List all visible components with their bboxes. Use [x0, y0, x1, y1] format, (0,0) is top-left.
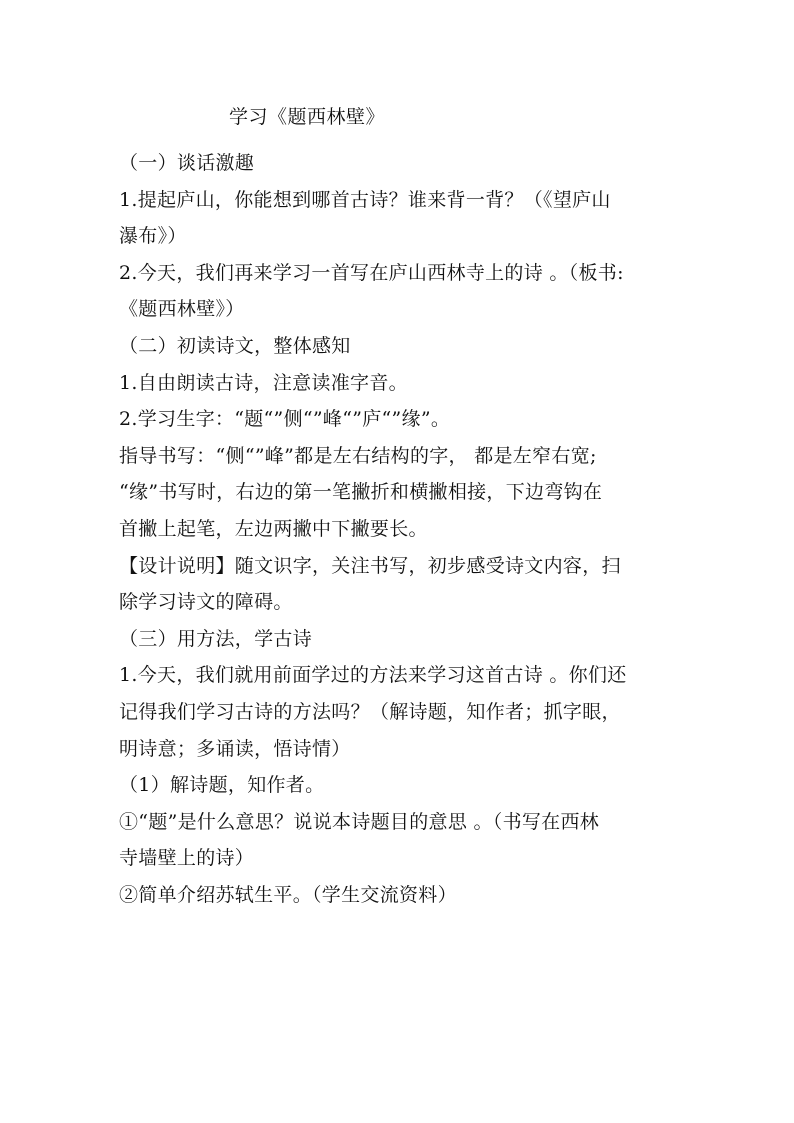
design-note-line: 【设计说明】随文识字，关注书写，初步感受诗文内容，扫	[119, 554, 621, 577]
paragraph-line: 《题西林壁》）	[119, 298, 245, 321]
paragraph-line: 1.今天，我们就用前面学过的方法来学习这首古诗 。你们还	[119, 664, 627, 687]
paragraph-line: “缘”书写时，右边的第一笔撇折和横撇相接，下边弯钩在	[119, 481, 603, 504]
paragraph-line: 2.今天，我们再来学习一首写在庐山西林寺上的诗 。（板书:	[119, 261, 624, 284]
paragraph-line: 2.学习生字：“题“”侧“”峰“”庐“”缘”。	[119, 408, 451, 431]
section-heading-1: （一）谈话激趣	[119, 152, 255, 174]
paragraph-line: 指导书写：“侧“”峰”都是左右结构的字， 都是左窄右宽;	[119, 444, 597, 467]
paragraph-line: ②简单介绍苏轼生平。（学生交流资料）	[119, 883, 457, 906]
paragraph-line: ①“题”是什么意思？说说本诗题目的意思 。（书写在西林	[119, 810, 600, 833]
document-title: 学习《题西林壁》	[229, 106, 386, 128]
paragraph-line: 明诗意；多诵读，悟诗情）	[119, 737, 351, 760]
paragraph-line: 1.自由朗读古诗，注意读准字音。	[119, 371, 408, 394]
design-note-line: 除学习诗文的障碍。	[119, 591, 293, 614]
paragraph-line: 首撇上起笔，左边两撇中下撇要长。	[119, 517, 428, 540]
section-heading-3: （三）用方法，学古诗	[119, 627, 313, 650]
subheading-line: （1）解诗题，知作者。	[119, 774, 325, 797]
paragraph-line: 寺墙壁上的诗）	[119, 847, 255, 870]
document-body	[119, 145, 693, 913]
paragraph-line: 瀑布》）	[119, 225, 187, 248]
paragraph-line: 记得我们学习古诗的方法吗？（解诗题，知作者；抓字眼，	[119, 700, 621, 723]
section-heading-2: （二）初读诗文，整体感知	[119, 334, 351, 357]
paragraph-line: 1.提起庐山，你能想到哪首古诗？谁来背一背？（《望庐山	[119, 188, 611, 211]
